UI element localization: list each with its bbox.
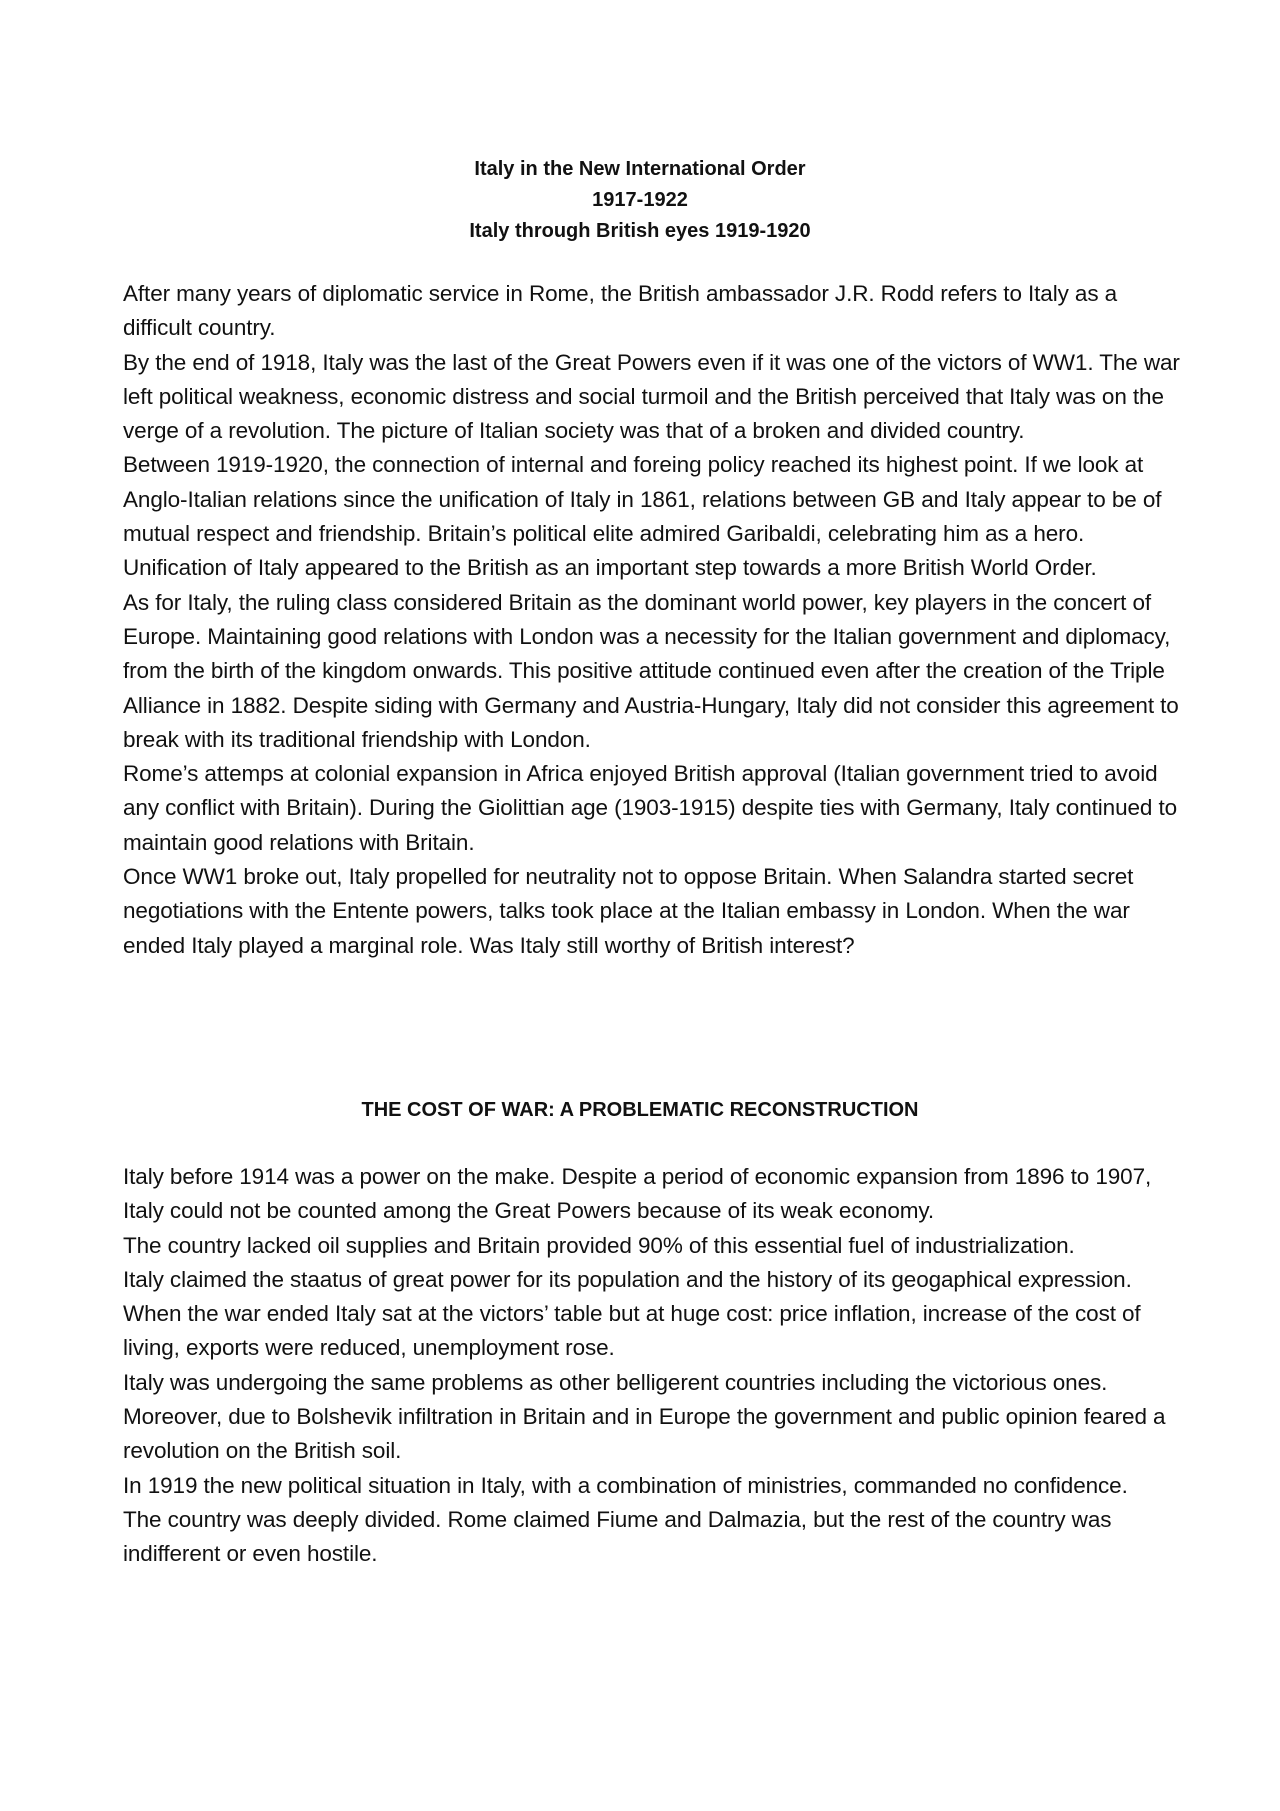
paragraph: Italy claimed the staatus of great power for its population and the history of its geogaphical expression.	[123, 1266, 1132, 1292]
paragraph: When the war ended Italy sat at the victors’ table but at huge cost: price inflation, increase of the cost of living, exports were reduced, unemployment rose.	[123, 1301, 1141, 1361]
title-line-subtitle: Italy through British eyes 1919-1920	[469, 220, 811, 242]
paragraph: After many years of diplomatic service in Rome, the British ambassador J.R. Rodd refers to Italy as a difficult country.	[123, 281, 1118, 341]
paragraph: Italy before 1914 was a power on the make. Despite a period of economic expansion from 1896 to 1907, Italy could not be counted among the Great Powers because of its weak economy.	[123, 1164, 1152, 1224]
paragraph: Between 1919-1920, the connection of internal and foreing policy reached its highest point. If we look at Anglo-Italian relations since the unification of Italy in 1861, relations between GB and Italy appear to be of mutual respect and friendship. Britain’s political elite admired Garibaldi, celebrating him as a hero. Unification of Italy appeared to the British as an important step towards a more British World Order.	[123, 452, 1162, 581]
paragraph: Moreover, due to Bolshevik infiltration in Britain and in Europe the government and public opinion feared a revolution on the British soil.	[123, 1404, 1166, 1464]
paragraph: Italy was undergoing the same problems as other belligerent countries including the victorious ones.	[123, 1369, 1108, 1395]
paragraph: Rome’s attemps at colonial expansion in Africa enjoyed British approval (Italian government tried to avoid any conflict with Britain). During the Giolittian age (1903-1915) despite ties with Germany, Italy continued to maintain good relations with Britain.	[123, 761, 1178, 855]
paragraph: Once WW1 broke out, Italy propelled for neutrality not to oppose Britain. When Salandra started secret negotiations with the Entente powers, talks took place at the Italian embassy in London. When the war ended Italy played a marginal role. Was Italy still worthy of British interest?	[123, 864, 1134, 958]
title-line-main: Italy in the New International Order	[474, 158, 806, 180]
document-title	[0, 154, 1280, 247]
title-line-years: 1917-1922	[592, 189, 688, 211]
section-heading-cost-of-war: THE COST OF WAR: A PROBLEMATIC RECONSTRUCTION	[361, 1099, 919, 1121]
paragraph: By the end of 1918, Italy was the last of the Great Powers even if it was one of the victors of WW1. The war left political weakness, economic distress and social turmoil and the British perceived that Italy was on the verge of a revolution. The picture of Italian society was that of a broken and divided country.	[123, 349, 1180, 444]
paragraph: In 1919 the new political situation in Italy, with a combination of ministries, commanded no confidence.	[123, 1472, 1128, 1498]
section-intro	[123, 277, 1183, 963]
paragraph: The country lacked oil supplies and Britain provided 90% of this essential fuel of industrialization.	[123, 1232, 1075, 1258]
paragraph: The country was deeply divided. Rome claimed Fiume and Dalmazia, but the rest of the country was indifferent or even hostile.	[123, 1506, 1112, 1567]
section-cost-of-war	[123, 1160, 1183, 1572]
paragraph: As for Italy, the ruling class considered Britain as the dominant world power, key players in the concert of Europe. Maintaining good relations with London was a necessity for the Italian government and diplomacy, from the birth of the kingdom onwards. This positive attitude continued even after the creation of the Triple Alliance in 1882. Despite siding with Germany and Austria-Hungary, Italy did not consider this agreement to break with its traditional friendship with London.	[123, 589, 1179, 752]
